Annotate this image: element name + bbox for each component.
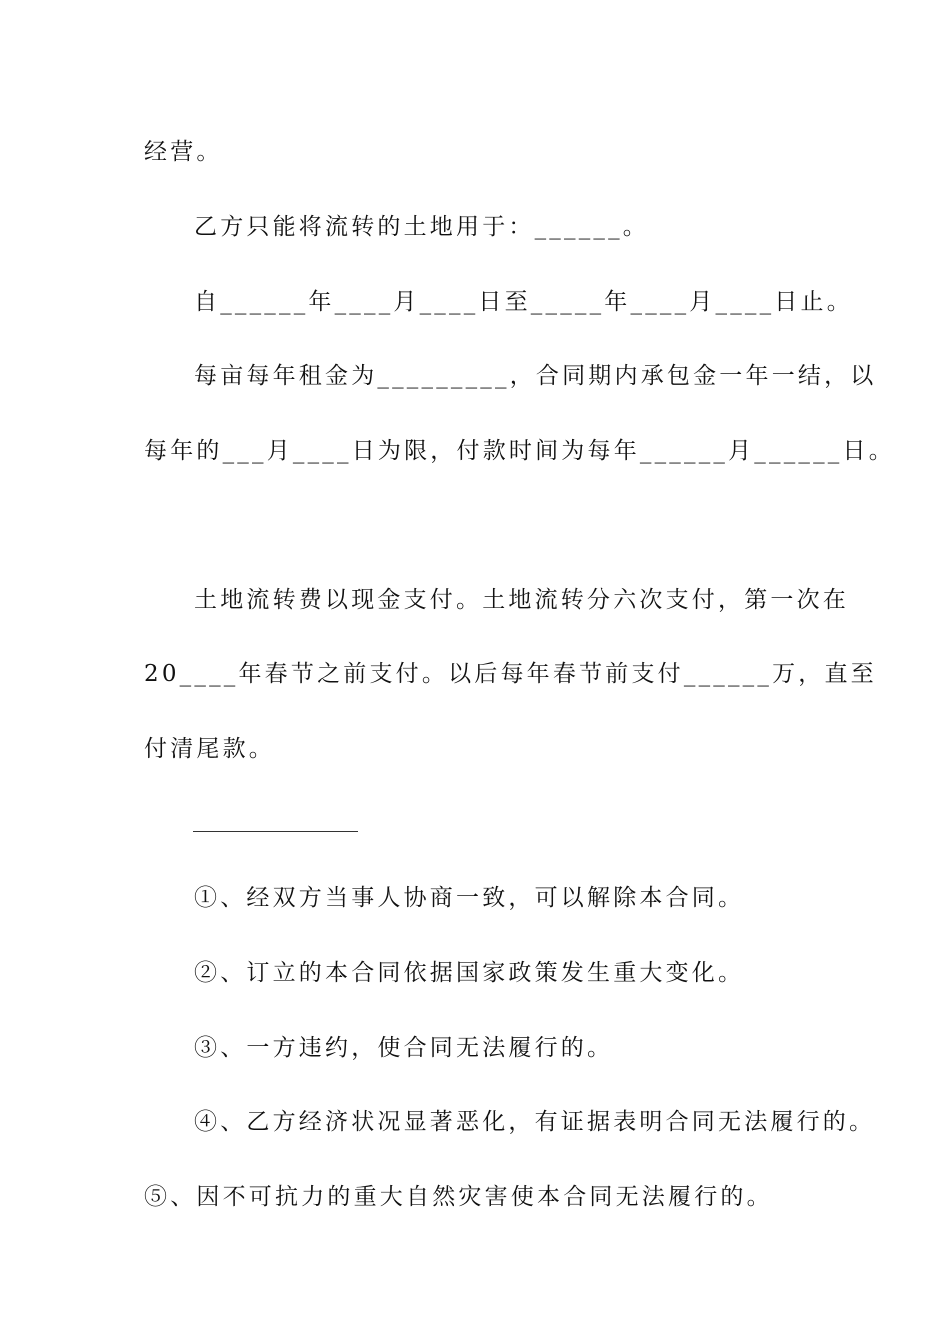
horizontal-rule [193, 831, 358, 832]
list-item-5: ⑤、因不可抗力的重大自然灾害使本合同无法履行的。 [144, 1184, 773, 1210]
list-item-2: ②、订立的本合同依据国家政策发生重大变化。 [194, 960, 745, 986]
paragraph-line-7: 20____年春节之前支付。以后每年春节前支付______万，直至 [144, 661, 877, 687]
list-item-1: ①、经双方当事人协商一致，可以解除本合同。 [194, 885, 745, 911]
paragraph-line-8: 付清尾款。 [144, 736, 275, 762]
paragraph-line-4: 每亩每年租金为_________，合同期内承包金一年一结，以 [194, 363, 877, 389]
paragraph-line-5: 每年的___月____日为限，付款时间为每年______月______日。 [144, 438, 895, 464]
list-item-4: ④、乙方经济状况显著恶化，有证据表明合同无法履行的。 [194, 1109, 876, 1135]
paragraph-line-2: 乙方只能将流转的土地用于：______。 [194, 214, 649, 240]
list-item-3: ③、一方违约，使合同无法履行的。 [194, 1035, 614, 1061]
paragraph-line-6: 土地流转费以现金支付。土地流转分六次支付，第一次在 [194, 587, 849, 613]
paragraph-line-1: 经营。 [144, 139, 223, 165]
paragraph-line-3: 自______年____月____日至_____年____月____日止。 [194, 289, 853, 315]
